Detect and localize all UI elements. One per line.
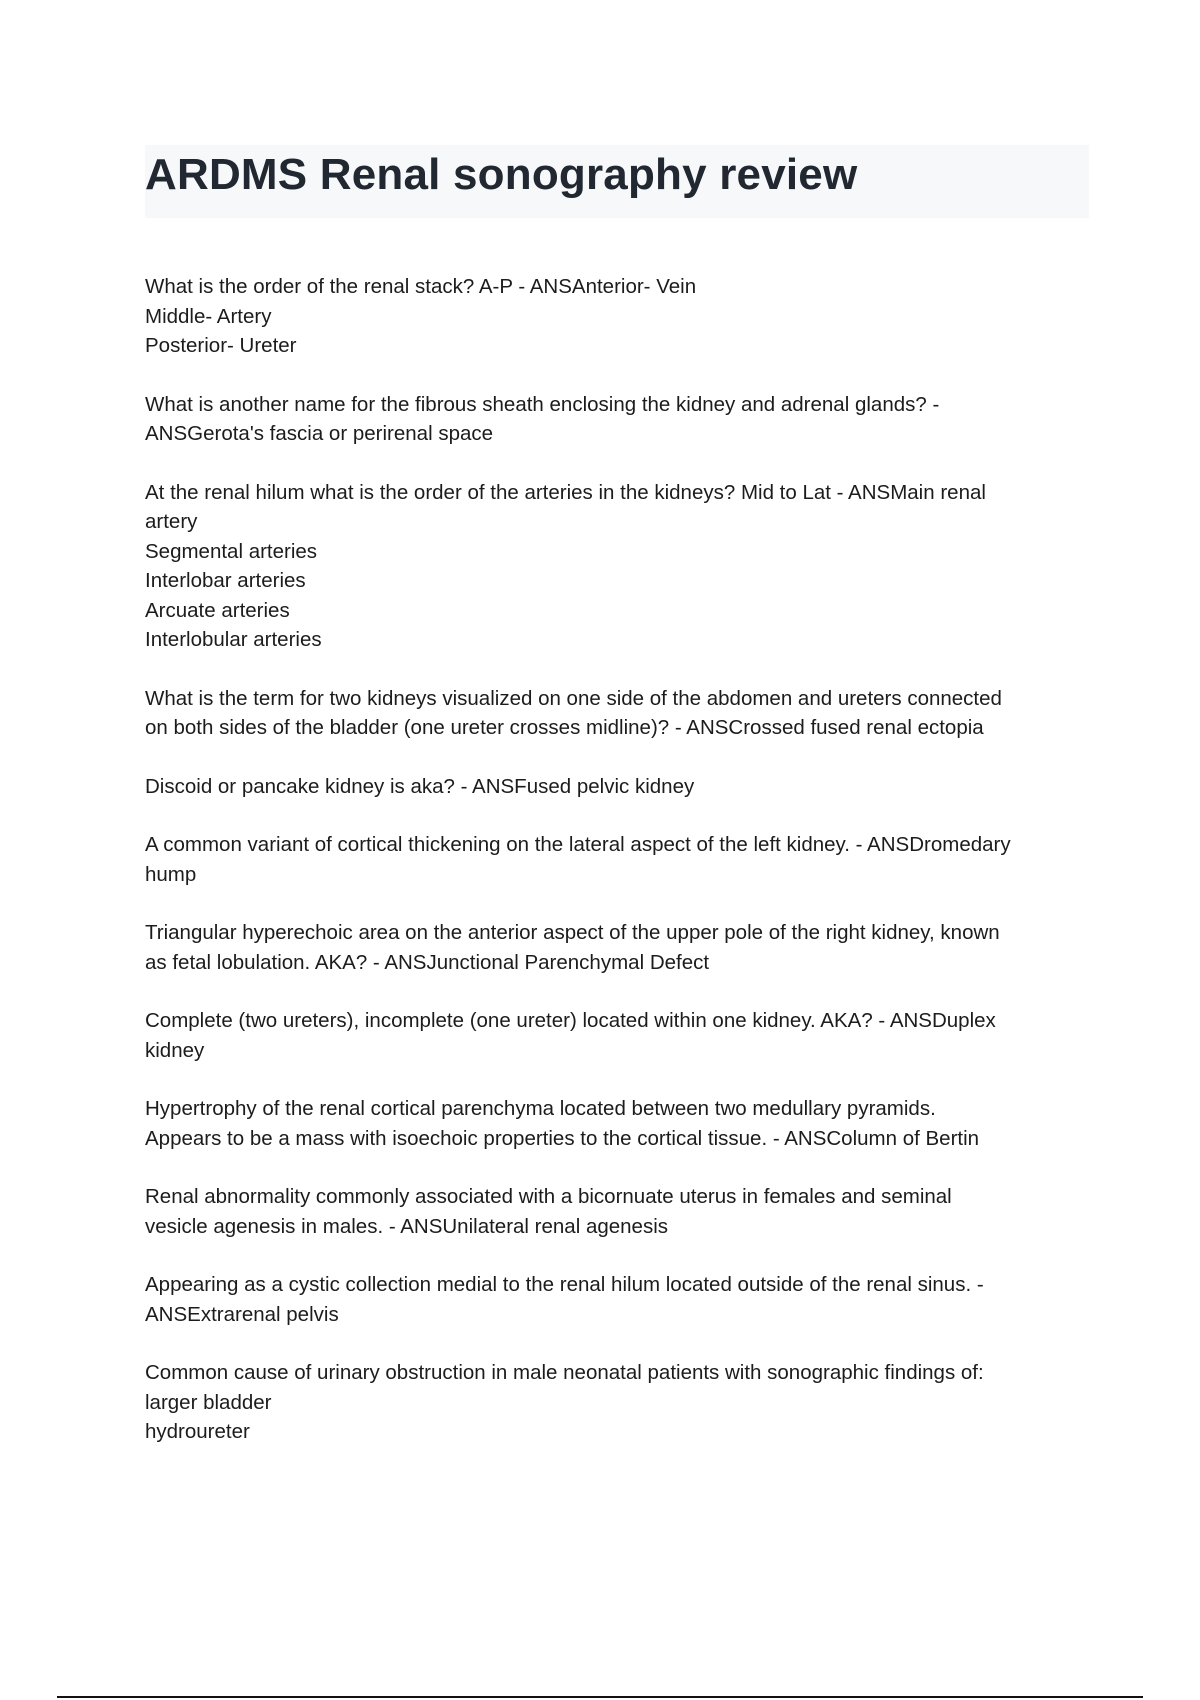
qa-item: Discoid or pancake kidney is aka? - ANSFused pelvic kidney: [145, 774, 695, 798]
qa-item: Complete (two ureters), incomplete (one ureter) located within one kidney. AKA? - ANSDuplex kidney: [145, 1009, 996, 1062]
qa-item: Renal abnormality commonly associated with a bicornuate uterus in females and seminal vesicle agenesis in males. - ANSUnilateral renal agenesis: [145, 1185, 952, 1238]
qa-item: Appearing as a cystic collection medial to the renal hilum located outside of the renal sinus. - ANSExtrarenal pelvis: [145, 1273, 984, 1326]
qa-item: What is the order of the renal stack? A-P - ANSAnterior- Vein Middle- Artery Posterior- Ureter: [145, 275, 697, 357]
qa-item: What is another name for the fibrous sheath enclosing the kidney and adrenal glands? - ANSGerota's fascia or perirenal space: [145, 392, 940, 445]
qa-item: Hypertrophy of the renal cortical parenchyma located between two medullary pyramids. Appears to be a mass with isoechoic properties to the cortical tissue. - ANSColumn of Bertin: [145, 1097, 980, 1150]
qa-item: A common variant of cortical thickening on the lateral aspect of the left kidney. - ANSDromedary hump: [145, 833, 1011, 886]
qa-item: Common cause of urinary obstruction in male neonatal patients with sonographic findings of: larger bladder hydroureter: [145, 1361, 984, 1443]
qa-item: At the renal hilum what is the order of the arteries in the kidneys? Mid to Lat - ANSMain renal artery Segmental arteries Interlobar arteries Arcuate arteries Interlobular arteries: [145, 480, 986, 651]
qa-item: Triangular hyperechoic area on the anterior aspect of the upper pole of the right kidney, known as fetal lobulation. AKA? - ANSJunctional Parenchymal Defect: [145, 921, 1000, 974]
document-title: ARDMS Renal sonography review: [145, 150, 858, 199]
qa-list: [145, 272, 1095, 1476]
qa-item: What is the term for two kidneys visualized on one side of the abdomen and ureters connected on both sides of the bladder (one ureter crosses midline)? - ANSCrossed fused renal ectopia: [145, 686, 1002, 739]
title-band: [145, 145, 1089, 218]
footer-divider: [57, 1696, 1143, 1698]
